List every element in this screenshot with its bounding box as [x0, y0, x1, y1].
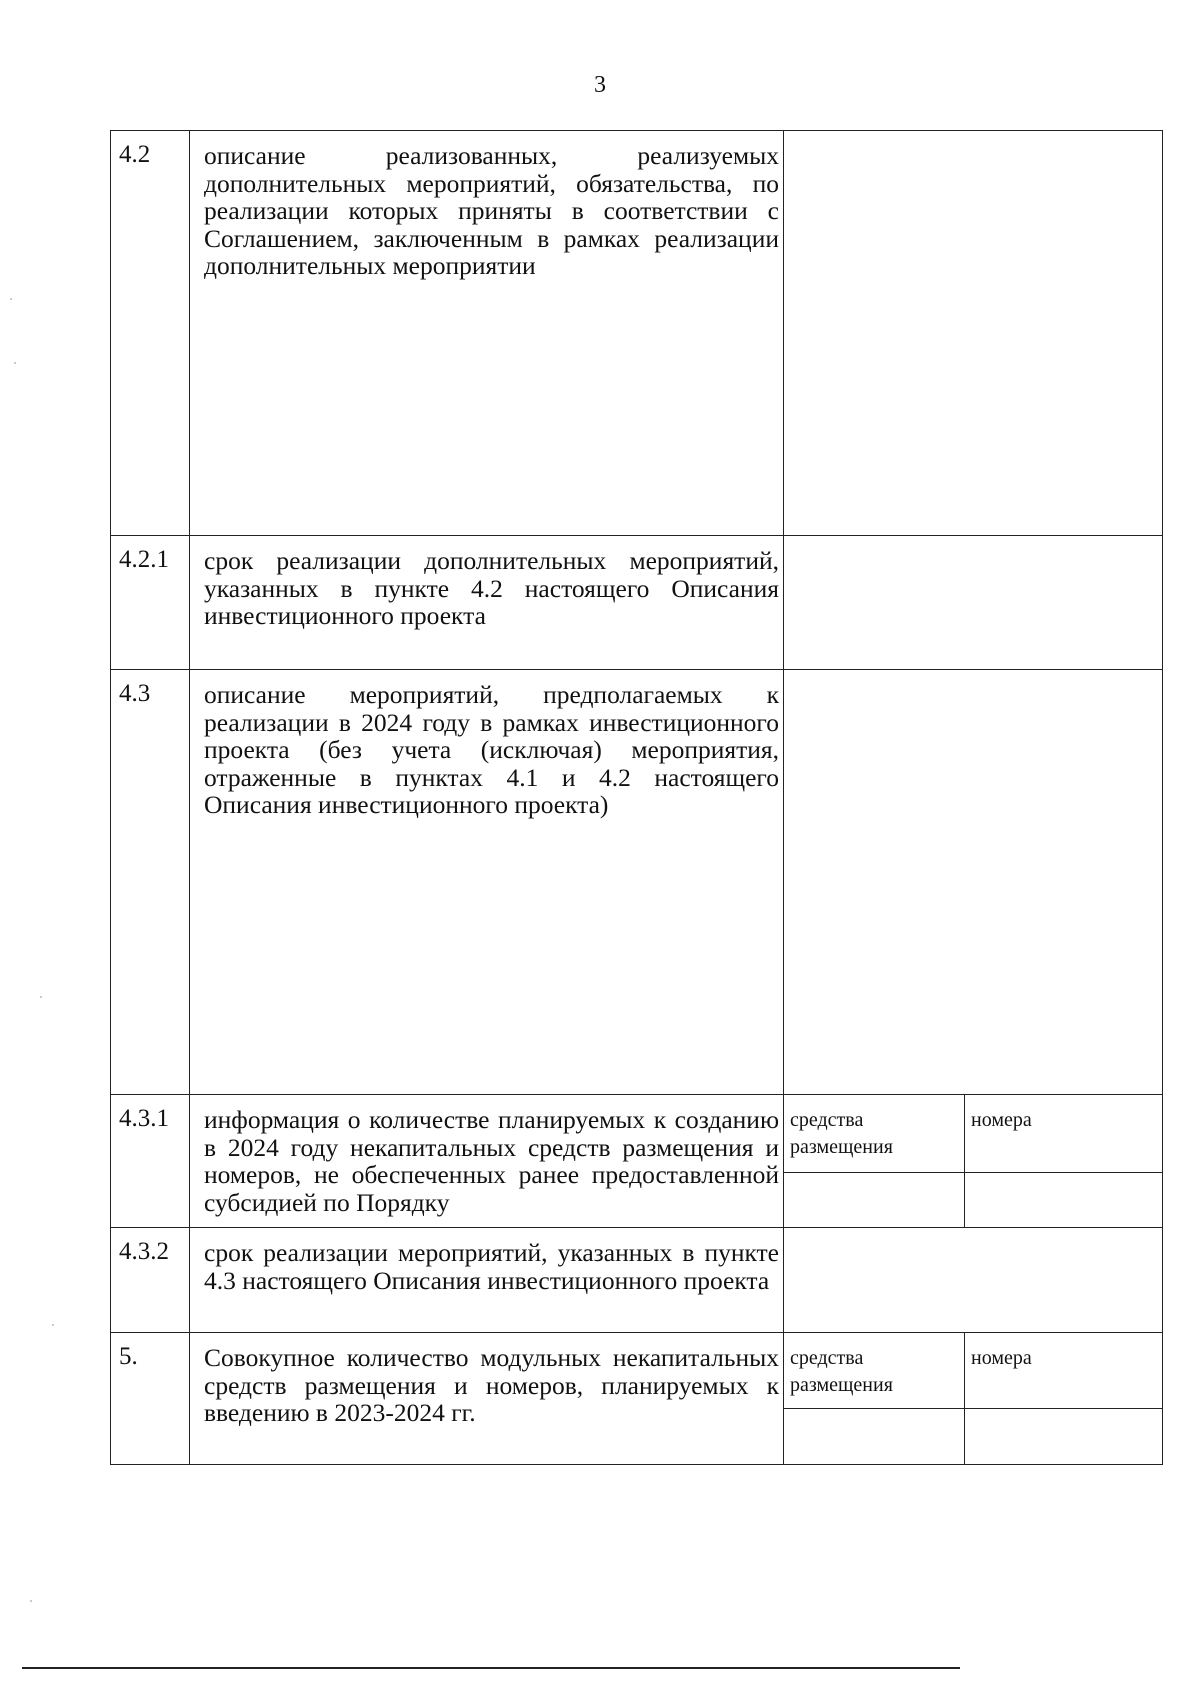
- table-row: [111, 1095, 1163, 1173]
- row-description: информация о количестве планируемых к созданию в 2024 году некапитальных средств размещения и номеров, не обеспеченных ранее предоставленной субсидией по Порядку: [190, 1095, 784, 1228]
- accommodation-units-header: средства размещения: [784, 1095, 965, 1173]
- row-description: описание мероприятий, предполагаемых к реализации в 2024 году в рамках инвестиционного проекта (без учета (исключая) мероприятия, отраженные в пунктах 4.1 и 4.2 настоящего Описания инвестиционного проекта): [190, 670, 784, 1095]
- row-number: 4.2: [111, 131, 190, 536]
- table-row: [111, 131, 1163, 536]
- scan-speck: [10, 298, 12, 300]
- row-number: 5.: [111, 1333, 190, 1465]
- accommodation-units-value: [784, 1173, 965, 1228]
- value-cell: [784, 131, 1163, 536]
- rooms-value: [965, 1409, 1163, 1465]
- row-description: Совокупное количество модульных некапитальных средств размещения и номеров, планируемых к введению в 2023-2024 гг.: [190, 1333, 784, 1465]
- page-number: 3: [594, 72, 606, 98]
- rooms-header: номера: [965, 1095, 1163, 1173]
- value-cell: [784, 536, 1163, 670]
- rooms-value: [965, 1173, 1163, 1228]
- table-row: [111, 670, 1163, 1095]
- table-row: [111, 1333, 1163, 1409]
- scan-speck: [14, 362, 16, 364]
- scan-speck: [40, 996, 42, 998]
- row-number: 4.3.2: [111, 1228, 190, 1333]
- bottom-rule: [22, 1667, 960, 1669]
- row-number: 4.2.1: [111, 536, 190, 670]
- value-cell: [784, 1228, 1163, 1333]
- row-description: срок реализации дополнительных мероприятий, указанных в пункте 4.2 настоящего Описания инвестиционного проекта: [190, 536, 784, 670]
- row-number: 4.3: [111, 670, 190, 1095]
- row-description: описание реализованных, реализуемых дополнительных мероприятий, обязательства, по реализации которых приняты в соответствии с Соглашением, заключенным в рамках реализации дополнительных мероприятии: [190, 131, 784, 536]
- scan-speck: [30, 1600, 32, 1602]
- row-description: срок реализации мероприятий, указанных в пункте 4.3 настоящего Описания инвестиционного проекта: [190, 1228, 784, 1333]
- value-cell: [784, 670, 1163, 1095]
- accommodation-units-header: средства размещения: [784, 1333, 965, 1409]
- table-row: [111, 536, 1163, 670]
- accommodation-units-value: [784, 1409, 965, 1465]
- table-row: [111, 1228, 1163, 1333]
- investment-project-table: [110, 130, 1163, 1465]
- rooms-header: номера: [965, 1333, 1163, 1409]
- scan-speck: [52, 1324, 54, 1326]
- row-number: 4.3.1: [111, 1095, 190, 1228]
